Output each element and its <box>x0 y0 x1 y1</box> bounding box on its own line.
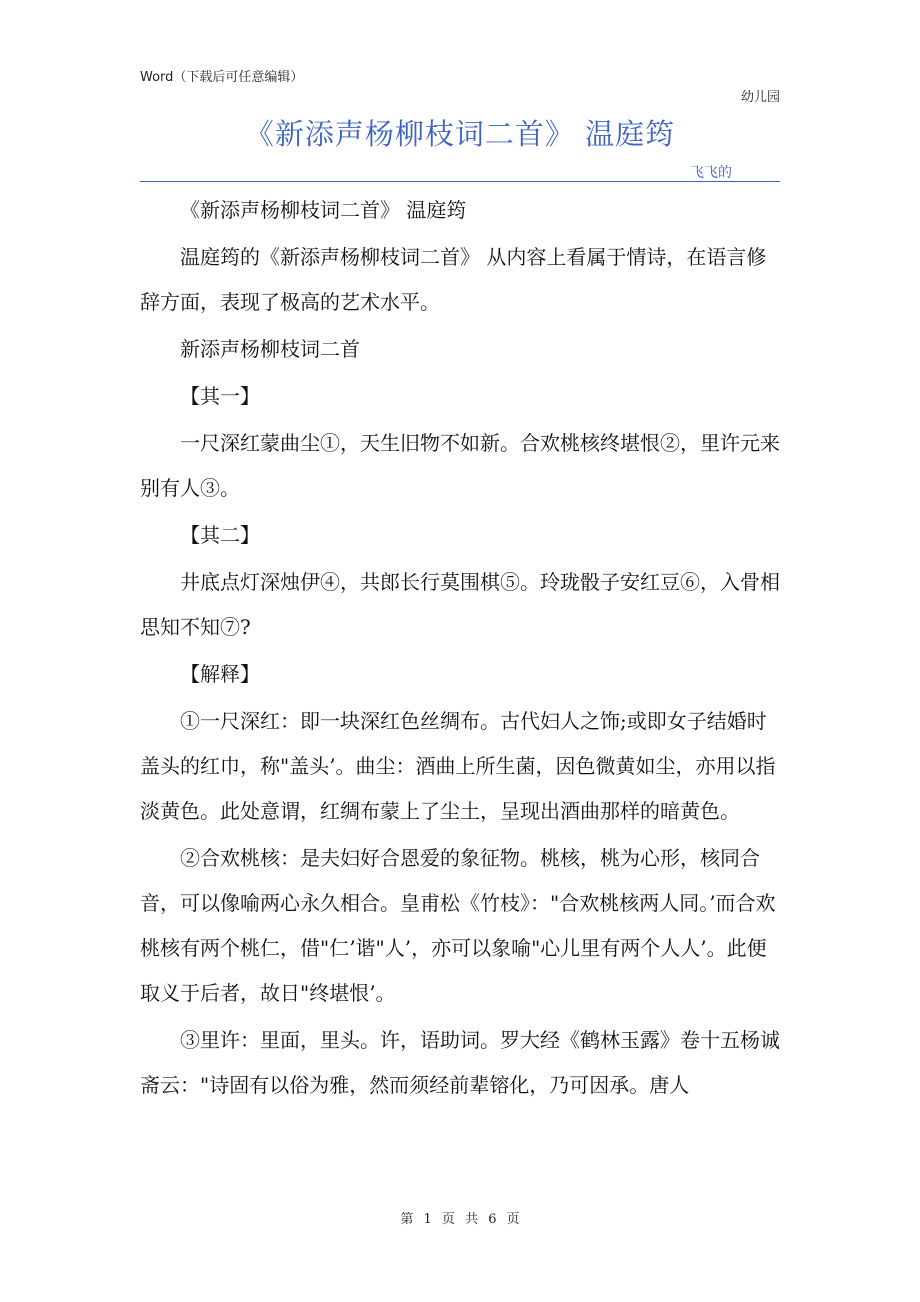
section-heading: 【解释】 <box>180 662 260 686</box>
footer-mid1: 页 <box>441 1212 455 1227</box>
title-divider <box>140 181 780 182</box>
paragraph: 温庭筠的《新添声杨柳枝词二首》 从内容上看属于情诗，在语言修辞方面，表现了极高的艺术水平。 <box>140 245 767 314</box>
footer-suffix: 页 <box>506 1212 520 1227</box>
page-footer <box>0 1208 920 1227</box>
footer-mid2: 共 <box>465 1212 479 1227</box>
annotation: ②合欢桃核：是夫妇好合恩爱的象征物。桃核，桃为心形，核同合音，可以像喻两心永久相合。皇甫松《竹枝》："合欢桃核两人同。’而合欢桃核有两个桃仁，借"仁’谐"人’，亦可以象喻"心儿里有两个人人’。此便取义于后者，故日"终堪恨’。 <box>140 846 776 1005</box>
annotation: ①一尺深红：即一块深红色丝绸布。古代妇人之饰;或即女子结婚时盖头的红巾，称"盖头’。曲尘：酒曲上所生菌，因色微黄如尘，亦用以指淡黄色。此处意谓，红绸布蒙上了尘土，呈现出酒曲那样的暗黄色。 <box>140 709 776 823</box>
footer-prefix: 第 <box>400 1212 414 1227</box>
document-body <box>140 188 780 1108</box>
poem-verse: 井底点灯深烛伊④，共郎长行莫围棋⑤。玲珑骰子安红豆⑥，入骨相思知不知⑦? <box>140 570 780 639</box>
paragraph: 新添声杨柳枝词二首 <box>180 337 360 361</box>
annotation: ③里许：里面，里头。许，语助词。罗大经《鹤林玉露》卷十五杨诚斋云："诗固有以俗为雅，然而须经前辈镕化，乃可因承。唐人 <box>140 1028 780 1097</box>
poem-verse: 一尺深红蒙曲尘①，天生旧物不如新。合欢桃核终堪恨②，里许元来别有人③。 <box>140 431 780 500</box>
header-note: Word（下载后可任意编辑） <box>140 70 304 85</box>
section-heading: 【其二】 <box>180 523 260 547</box>
section-heading: 【其一】 <box>180 384 260 408</box>
document-author: 飞飞的 <box>690 165 732 181</box>
footer-current-page: 1 <box>423 1212 432 1227</box>
paragraph: 《新添声杨柳枝词二首》 温庭筠 <box>180 198 467 222</box>
document-category: 幼儿园 <box>740 90 780 105</box>
footer-total-pages: 6 <box>488 1212 497 1227</box>
document-title: 《新添声杨柳枝词二首》 温庭筠 <box>244 117 676 151</box>
